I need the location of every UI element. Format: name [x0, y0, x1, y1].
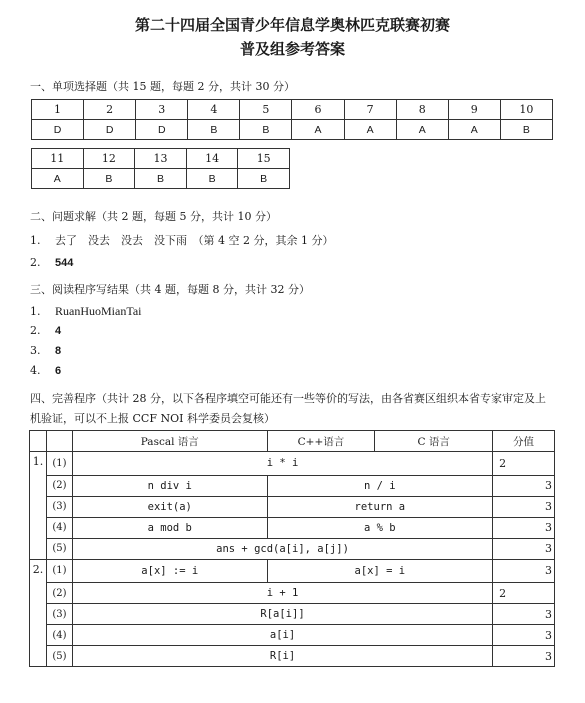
table-row	[30, 475, 555, 496]
table-row	[30, 452, 555, 476]
mc-answer: B	[83, 169, 135, 189]
mc-answer: B	[188, 120, 240, 140]
question-number-span	[30, 646, 47, 667]
mc-answer: B	[500, 120, 552, 140]
mc-answer: A	[32, 169, 84, 189]
section-2-heading: 二、问题求解（共 2 题，每题 5 分，共计 10 分）	[30, 210, 277, 223]
answer-code: ans + gcd(a[i], a[j])	[72, 538, 492, 559]
blank-index: (4)	[46, 517, 72, 538]
score-cell: 2	[493, 583, 555, 604]
score-cell: 3	[493, 625, 555, 646]
mc-answer: B	[240, 120, 292, 140]
document-title: 第二十四届全国青少年信息学奥林匹克联赛初赛	[134, 16, 450, 34]
blank-index: (1)	[46, 559, 72, 583]
blank-index: (3)	[46, 604, 72, 625]
problem-3-1-answer	[30, 304, 141, 319]
table-row	[30, 538, 555, 559]
answer-text: 4	[55, 325, 62, 337]
mc-answer: A	[396, 120, 448, 140]
blank-index: (2)	[46, 475, 72, 496]
answer-number: 4.	[30, 364, 41, 377]
answer-text: RuanHuoMianTai	[55, 304, 142, 318]
mc-number: 5	[240, 100, 292, 120]
question-number-span	[30, 583, 47, 604]
table-row	[30, 604, 555, 625]
mc-number-row	[32, 100, 553, 120]
pascal-answer: a[x] := i	[72, 559, 267, 583]
blank-index: (5)	[46, 538, 72, 559]
mc-answer-row	[32, 169, 290, 189]
score-cell: 3	[493, 646, 555, 667]
mc-number: 3	[136, 100, 188, 120]
blank-index: (1)	[46, 452, 72, 476]
header-blank	[30, 431, 47, 452]
mc-number: 15	[238, 149, 290, 169]
table-row	[30, 496, 555, 517]
answer-number: 1.	[30, 234, 41, 247]
score-cell: 3	[493, 517, 555, 538]
mc-answer-table-2	[31, 148, 290, 189]
mc-number: 7	[344, 100, 396, 120]
question-number-span	[30, 496, 47, 517]
document-subtitle: 普及组参考答案	[239, 40, 345, 58]
table-row	[30, 559, 555, 583]
answer-number: 2.	[30, 324, 41, 337]
answer-text: 544	[55, 257, 74, 269]
blank-index: (5)	[46, 646, 72, 667]
score-cell: 3	[493, 559, 555, 583]
question-number: 2.	[30, 559, 47, 583]
answer-number: 2.	[30, 256, 41, 269]
question-number-span	[30, 604, 47, 625]
mc-number: 4	[188, 100, 240, 120]
mc-answer: A	[344, 120, 396, 140]
pascal-answer: a mod b	[72, 517, 267, 538]
mc-answer: B	[186, 169, 238, 189]
pascal-answer: exit(a)	[72, 496, 267, 517]
table-row	[30, 646, 555, 667]
mc-number-row	[32, 149, 290, 169]
header-cpp: C++语言	[267, 431, 375, 452]
table-row	[30, 625, 555, 646]
answer-code: i * i	[72, 452, 492, 476]
c-cpp-answer: a[x] = i	[267, 559, 493, 583]
mc-number: 8	[396, 100, 448, 120]
pascal-answer: n div i	[72, 475, 267, 496]
answer-code: R[i]	[72, 646, 492, 667]
question-number-span	[30, 517, 47, 538]
table-row	[30, 517, 555, 538]
question-number-span	[30, 538, 47, 559]
header-c: C 语言	[375, 431, 493, 452]
problem-3-2-answer	[30, 324, 61, 337]
blank-index: (3)	[46, 496, 72, 517]
table-row	[30, 583, 555, 604]
mc-number: 9	[448, 100, 500, 120]
header-blank	[46, 431, 72, 452]
problem-2-2-answer	[30, 256, 73, 269]
program-completion-table	[29, 430, 555, 667]
c-cpp-answer: return a	[267, 496, 493, 517]
answer-number: 3.	[30, 344, 41, 357]
question-number: 1.	[30, 452, 47, 476]
question-number-span	[30, 625, 47, 646]
mc-answer: D	[32, 120, 84, 140]
problem-3-4-answer	[30, 364, 61, 377]
question-number-span	[30, 475, 47, 496]
section-3-heading: 三、阅读程序写结果（共 4 题，每题 8 分，共计 32 分）	[30, 283, 310, 296]
mc-number: 13	[135, 149, 187, 169]
mc-answer-row	[32, 120, 553, 140]
answer-number: 1.	[30, 305, 41, 318]
mc-answer: D	[136, 120, 188, 140]
score-cell: 3	[493, 538, 555, 559]
header-pascal: Pascal 语言	[72, 431, 267, 452]
c-cpp-answer: n / i	[267, 475, 493, 496]
score-cell: 3	[493, 496, 555, 517]
problem-3-3-answer	[30, 344, 61, 357]
mc-answer-table-1	[31, 99, 553, 140]
section-1-heading: 一、单项选择题（共 15 题，每题 2 分，共计 30 分）	[30, 80, 295, 93]
header-score: 分值	[493, 431, 555, 452]
blank-index: (2)	[46, 583, 72, 604]
mc-answer: B	[135, 169, 187, 189]
blank-index: (4)	[46, 625, 72, 646]
score-cell: 3	[493, 475, 555, 496]
mc-number: 2	[84, 100, 136, 120]
mc-answer: B	[238, 169, 290, 189]
answer-code: R[a[i]]	[72, 604, 492, 625]
section-4-heading-line2: 机验证，可以不上报 CCF NOI 科学委员会复核）	[30, 412, 275, 425]
c-cpp-answer: a % b	[267, 517, 493, 538]
mc-answer: D	[84, 120, 136, 140]
mc-number: 14	[186, 149, 238, 169]
mc-answer: A	[292, 120, 344, 140]
answer-text: 6	[55, 365, 62, 377]
score-cell: 3	[493, 604, 555, 625]
mc-answer: A	[448, 120, 500, 140]
table-header-row	[30, 431, 555, 452]
mc-number: 10	[500, 100, 552, 120]
answer-code: i + 1	[72, 583, 492, 604]
answer-text: 8	[55, 345, 62, 357]
answer-text: 去了 没去 没去 没下雨 （第 4 空 2 分，其余 1 分）	[55, 234, 334, 247]
answer-code: a[i]	[72, 625, 492, 646]
problem-2-1-answer	[30, 232, 333, 248]
section-4-heading-line1: 四、完善程序（共计 28 分，以下各程序填空可能还有一些等价的写法，由各省赛区组织本省专家审定及上	[30, 392, 546, 405]
mc-number: 6	[292, 100, 344, 120]
mc-number: 1	[32, 100, 84, 120]
score-cell: 2	[493, 452, 555, 476]
mc-number: 11	[32, 149, 84, 169]
mc-number: 12	[83, 149, 135, 169]
